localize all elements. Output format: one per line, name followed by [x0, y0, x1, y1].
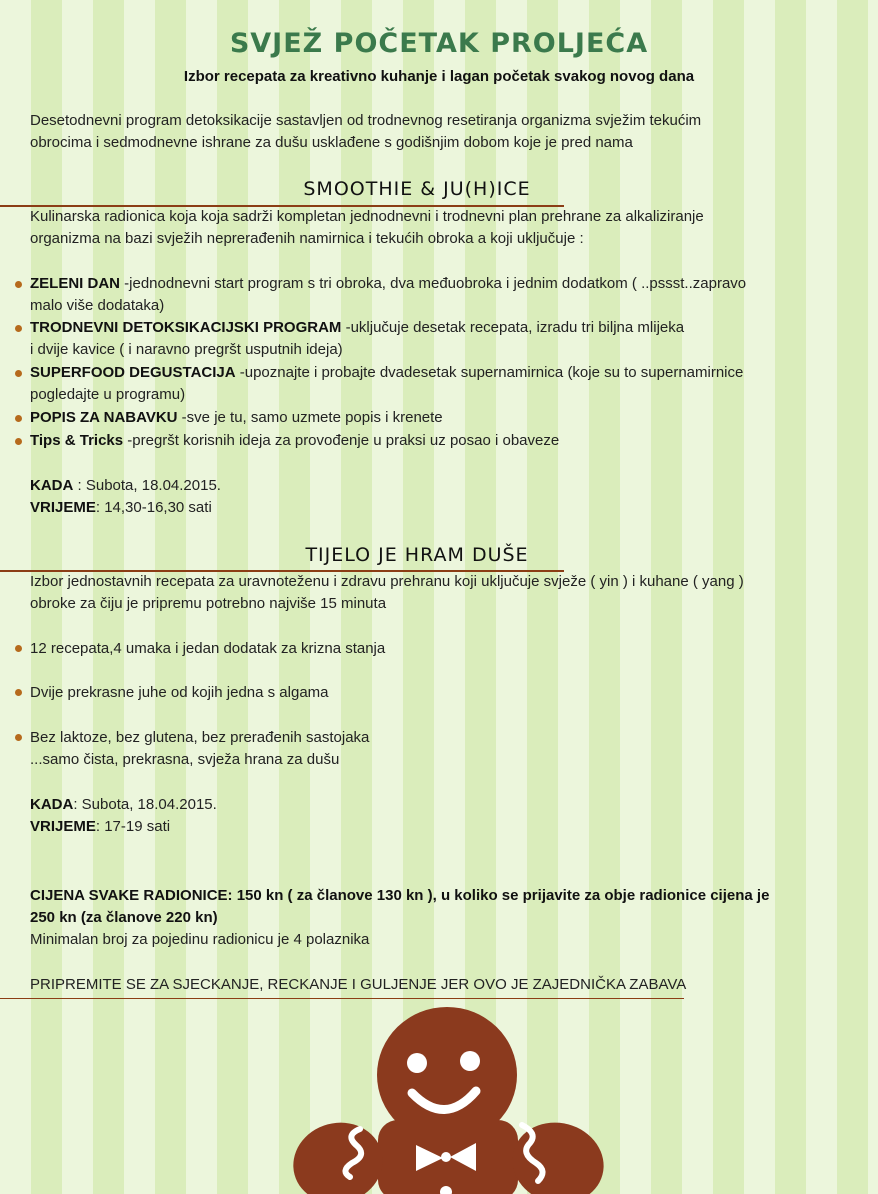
section2-schedule: KADA: Subota, 18.04.2015. VRIJEME: 17-19 sati	[30, 796, 217, 835]
bullet-icon	[15, 734, 22, 741]
page-subtitle: Izbor recepata za kreativno kuhanje i lagan početak svakog novog dana	[183, 68, 695, 85]
list-item: POPIS ZA NABAVKU -sve je tu, samo uzmete popis i krenete	[30, 409, 443, 426]
right-eye-icon	[460, 1051, 480, 1071]
gingerbread-body	[290, 1007, 613, 1194]
list-item: ZELENI DAN -jednodnevni start program s tri obroka, dva međuobroka i jednim dodatkom ( ..pssst..zapravo malo više dodataka)	[30, 275, 747, 314]
section2-description: Izbor jednostavnih recepata za uravnoteženu i zdravu prehranu koji uključuje svježe ( yin ) i kuhane ( yang ) obroke za čiju je pripremu potrebno najviše 15 minuta	[30, 573, 744, 612]
list-item: TRODNEVNI DETOKSIKACIJSKI PROGRAM -uključuje desetak recepata, izradu tri biljna mlijeka i dvije kavice ( i naravno pregršt usputnih ideja)	[30, 319, 685, 358]
bullet-icon	[15, 281, 22, 288]
pricing-text: CIJENA SVAKE RADIONICE: 150 kn ( za članove 130 kn ), u koliko se prijavite za obje radionice cijena je 250 kn (za članove 220 kn)	[30, 887, 770, 926]
left-eye-icon	[407, 1053, 427, 1073]
bullet-icon	[15, 645, 22, 652]
list-item: Tips & Tricks -pregršt korisnih ideja za provođenje u praksi uz posao i obaveze	[30, 432, 560, 449]
section1-description: Kulinarska radionica koja koja sadrži kompletan jednodnevni i trodnevni plan prehrane za alkaliziranje organizma na bazi svježih neprerađenih namirnica i tekućih obroka a koji uključuje :	[30, 208, 704, 247]
footer-divider	[0, 998, 684, 999]
gingerbread-man-illustration	[290, 1005, 620, 1194]
list-item: Dvije prekrasne juhe od kojih jedna s algama	[30, 684, 329, 701]
list-item: 12 recepata,4 umaka i jedan dodatak za krizna stanja	[30, 640, 386, 657]
section-heading-smoothie: SMOOTHIE & JU(H)ICE	[303, 178, 531, 200]
page-title: SVJEŽ POČETAK PROLJEĆA	[229, 28, 649, 59]
section1-schedule: KADA : Subota, 18.04.2015. VRIJEME: 14,30-16,30 sati	[30, 477, 221, 516]
bullet-icon	[15, 370, 22, 377]
list-item: Bez laktoze, bez glutena, bez prerađenih sastojaka ...samo čista, prekrasna, svježa hrana za dušu	[30, 729, 370, 768]
bullet-icon	[15, 689, 22, 696]
bullet-icon	[15, 438, 22, 445]
list-item: SUPERFOOD DEGUSTACIJA -upoznajte i probajte dvadesetak supernamirnica (koje su to supernamirnice pogledajte u programu)	[30, 364, 744, 403]
minimum-participants: Minimalan broj za pojedinu radionicu je 4 polaznika	[30, 931, 370, 948]
bullet-icon	[15, 325, 22, 332]
intro-paragraph: Desetodnevni program detoksikacije sastavljen od trodnevnog resetiranja organizma svježim tekućim obrocima i sedmodnevne ishrane za dušu usklađene s godišnjim dobom koje je pred nama	[30, 112, 702, 151]
section-heading-tijelo: TIJELO JE HRAM DUŠE	[305, 544, 529, 566]
closing-note: PRIPREMITE SE ZA SJECKANJE, RECKANJE I GULJENJE JER OVO JE ZAJEDNIČKA ZABAVA	[30, 976, 687, 993]
bullet-icon	[15, 415, 22, 422]
